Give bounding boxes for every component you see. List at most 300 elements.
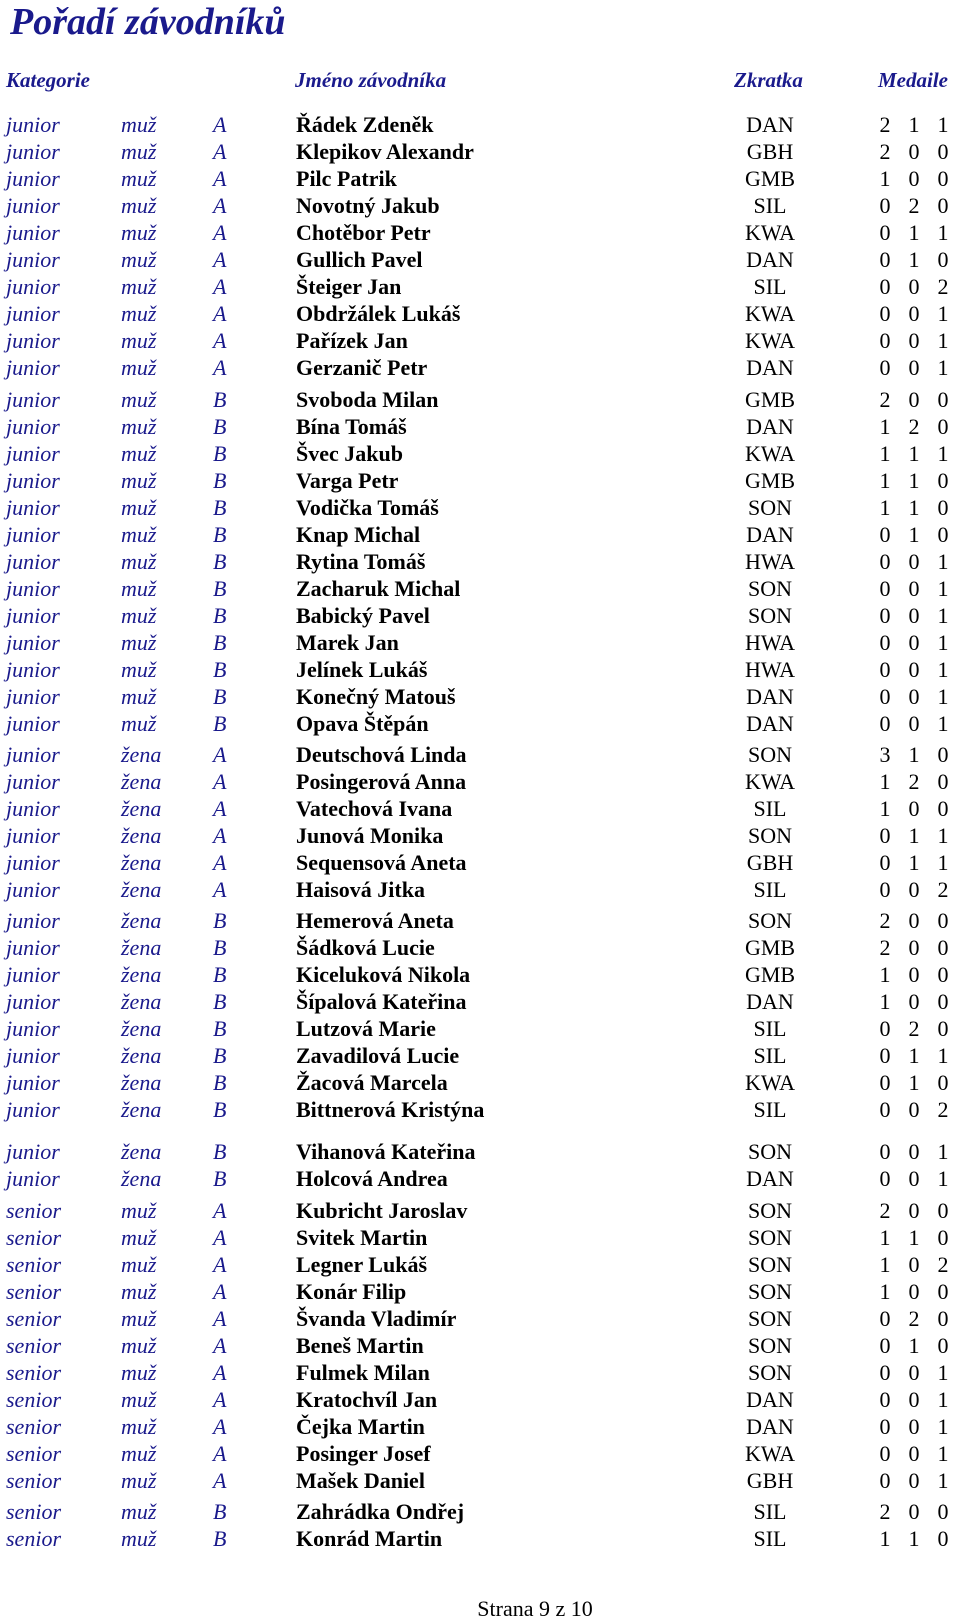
row-competitor-name: Kubricht Jaroslav — [296, 1198, 468, 1223]
row-club: SIL — [753, 877, 787, 902]
row-category: junior — [6, 962, 60, 987]
row-group: A — [213, 112, 227, 137]
row-gold: 0 — [879, 1360, 891, 1385]
row-club: KWA — [744, 220, 796, 245]
row-club: SON — [747, 908, 792, 933]
row-gender: žena — [121, 1070, 162, 1095]
row-competitor-name: Chotěbor Petr — [296, 220, 431, 245]
row-category: junior — [6, 657, 60, 682]
row-gender: muž — [121, 355, 157, 380]
table-row — [0, 768, 960, 795]
row-group: A — [213, 274, 227, 299]
row-club: SON — [747, 603, 792, 628]
row-gender: muž — [121, 603, 157, 628]
row-bronze: 0 — [937, 495, 949, 520]
row-group: B — [213, 962, 227, 987]
row-competitor-name: Babický Pavel — [296, 603, 430, 628]
row-silver: 1 — [908, 112, 920, 137]
row-silver: 1 — [908, 220, 920, 245]
row-bronze: 1 — [937, 220, 949, 245]
row-bronze: 0 — [937, 1225, 949, 1250]
row-gold: 0 — [879, 247, 891, 272]
row-category: junior — [6, 877, 60, 902]
row-category: junior — [6, 387, 60, 412]
row-gender: žena — [121, 742, 162, 767]
row-group: B — [213, 1070, 227, 1095]
row-category: junior — [6, 684, 60, 709]
row-club: DAN — [746, 1166, 794, 1191]
row-gender: muž — [121, 657, 157, 682]
row-gold: 0 — [879, 1387, 891, 1412]
row-gold: 0 — [879, 684, 891, 709]
row-competitor-name: Bittnerová Kristýna — [296, 1097, 485, 1122]
row-silver: 2 — [908, 193, 920, 218]
row-gold: 0 — [879, 193, 891, 218]
row-bronze: 0 — [937, 414, 949, 439]
row-category: junior — [6, 220, 60, 245]
row-silver: 1 — [908, 468, 920, 493]
row-competitor-name: Obdržálek Lukáš — [296, 301, 461, 326]
row-bronze: 1 — [937, 301, 949, 326]
row-gold: 0 — [879, 1441, 891, 1466]
row-gender: muž — [121, 414, 157, 439]
row-club: GMB — [744, 166, 796, 191]
row-club: DAN — [746, 522, 794, 547]
row-silver: 1 — [908, 522, 920, 547]
row-silver: 0 — [908, 908, 920, 933]
table-row — [0, 354, 960, 381]
row-category: junior — [6, 112, 60, 137]
row-competitor-name: Mašek Daniel — [296, 1468, 425, 1493]
row-competitor-name: Švanda Vladimír — [296, 1306, 457, 1331]
row-competitor-name: Švec Jakub — [296, 441, 403, 466]
page-title: Pořadí závodníků — [10, 1, 286, 43]
row-bronze: 1 — [937, 1043, 949, 1068]
row-bronze: 0 — [937, 522, 949, 547]
row-group: A — [213, 328, 227, 353]
row-bronze: 1 — [937, 603, 949, 628]
row-bronze: 1 — [937, 711, 949, 736]
row-gender: žena — [121, 989, 162, 1014]
row-bronze: 0 — [937, 1279, 949, 1304]
row-bronze: 1 — [937, 1468, 949, 1493]
row-club: HWA — [744, 549, 796, 574]
row-gold: 1 — [879, 989, 891, 1014]
row-category: junior — [6, 576, 60, 601]
row-silver: 0 — [908, 1198, 920, 1223]
row-club: SON — [747, 1198, 792, 1223]
row-competitor-name: Bína Tomáš — [296, 414, 407, 439]
row-category: senior — [6, 1468, 61, 1493]
row-group: B — [213, 935, 227, 960]
row-category: senior — [6, 1499, 61, 1524]
row-club: DAN — [746, 989, 794, 1014]
row-group: B — [213, 414, 227, 439]
table-row — [0, 795, 960, 822]
row-gold: 0 — [879, 603, 891, 628]
row-category: junior — [6, 193, 60, 218]
table-row — [0, 656, 960, 683]
row-competitor-name: Vihanová Kateřina — [296, 1139, 476, 1164]
row-group: B — [213, 603, 227, 628]
row-category: junior — [6, 711, 60, 736]
row-bronze: 1 — [937, 441, 949, 466]
row-silver: 0 — [908, 796, 920, 821]
row-bronze: 0 — [937, 1016, 949, 1041]
row-gender: žena — [121, 1016, 162, 1041]
table-row — [0, 710, 960, 737]
row-club: GMB — [744, 387, 796, 412]
row-competitor-name: Marek Jan — [296, 630, 399, 655]
row-competitor-name: Gullich Pavel — [296, 247, 423, 272]
row-silver: 0 — [908, 328, 920, 353]
row-category: junior — [6, 274, 60, 299]
table-row — [0, 1042, 960, 1069]
row-gold: 1 — [879, 769, 891, 794]
row-group: B — [213, 1043, 227, 1068]
row-silver: 2 — [908, 414, 920, 439]
row-silver: 0 — [908, 1499, 920, 1524]
row-club: HWA — [744, 630, 796, 655]
row-bronze: 0 — [937, 139, 949, 164]
row-category: junior — [6, 1043, 60, 1068]
row-bronze: 1 — [937, 850, 949, 875]
row-silver: 1 — [908, 742, 920, 767]
row-silver: 2 — [908, 1306, 920, 1331]
row-category: junior — [6, 769, 60, 794]
row-silver: 0 — [908, 1360, 920, 1385]
row-club: SON — [747, 1333, 792, 1358]
row-silver: 0 — [908, 630, 920, 655]
row-club: GMB — [744, 468, 796, 493]
row-gender: žena — [121, 908, 162, 933]
row-category: senior — [6, 1252, 61, 1277]
row-gold: 0 — [879, 711, 891, 736]
row-bronze: 0 — [937, 387, 949, 412]
row-competitor-name: Kratochvíl Jan — [296, 1387, 438, 1412]
row-club: DAN — [746, 414, 794, 439]
row-bronze: 1 — [937, 657, 949, 682]
row-group: A — [213, 1198, 227, 1223]
row-group: A — [213, 1387, 227, 1412]
table-row — [0, 494, 960, 521]
row-gold: 1 — [879, 468, 891, 493]
row-gender: muž — [121, 1225, 157, 1250]
row-gold: 1 — [879, 441, 891, 466]
row-group: A — [213, 1333, 227, 1358]
row-club: SON — [747, 1139, 792, 1164]
row-competitor-name: Holcová Andrea — [296, 1166, 448, 1191]
row-gender: muž — [121, 1279, 157, 1304]
row-silver: 0 — [908, 877, 920, 902]
row-gold: 0 — [879, 657, 891, 682]
row-gender: muž — [121, 1414, 157, 1439]
row-gender: muž — [121, 193, 157, 218]
table-row — [0, 386, 960, 413]
row-club: DAN — [746, 355, 794, 380]
row-gold: 0 — [879, 1306, 891, 1331]
row-competitor-name: Varga Petr — [296, 468, 399, 493]
table-row — [0, 246, 960, 273]
row-competitor-name: Lutzová Marie — [296, 1016, 436, 1041]
row-gold: 0 — [879, 877, 891, 902]
table-row — [0, 1440, 960, 1467]
row-competitor-name: Fulmek Milan — [296, 1360, 430, 1385]
row-silver: 0 — [908, 274, 920, 299]
row-category: junior — [6, 355, 60, 380]
row-bronze: 1 — [937, 112, 949, 137]
row-group: A — [213, 742, 227, 767]
row-gold: 1 — [879, 414, 891, 439]
row-category: junior — [6, 823, 60, 848]
row-bronze: 1 — [937, 1414, 949, 1439]
row-competitor-name: Sequensová Aneta — [296, 850, 467, 875]
row-silver: 1 — [908, 1526, 920, 1551]
row-gold: 1 — [879, 1252, 891, 1277]
row-category: junior — [6, 441, 60, 466]
table-row — [0, 273, 960, 300]
table-row — [0, 440, 960, 467]
row-group: A — [213, 355, 227, 380]
row-category: junior — [6, 495, 60, 520]
table-row — [0, 1224, 960, 1251]
row-gold: 0 — [879, 274, 891, 299]
row-competitor-name: Junová Monika — [296, 823, 444, 848]
row-bronze: 2 — [937, 274, 949, 299]
table-row — [0, 602, 960, 629]
row-group: B — [213, 576, 227, 601]
row-silver: 0 — [908, 1166, 920, 1191]
row-club: SON — [747, 495, 792, 520]
table-row — [0, 1015, 960, 1042]
row-gender: muž — [121, 441, 157, 466]
row-group: A — [213, 1252, 227, 1277]
row-bronze: 0 — [937, 769, 949, 794]
row-category: senior — [6, 1360, 61, 1385]
row-bronze: 2 — [937, 1252, 949, 1277]
row-bronze: 1 — [937, 684, 949, 709]
row-category: senior — [6, 1414, 61, 1439]
table-row — [0, 1251, 960, 1278]
row-bronze: 0 — [937, 989, 949, 1014]
row-gender: muž — [121, 166, 157, 191]
row-group: A — [213, 1306, 227, 1331]
row-competitor-name: Šádková Lucie — [296, 935, 435, 960]
row-gender: muž — [121, 711, 157, 736]
row-gender: žena — [121, 823, 162, 848]
table-row — [0, 1386, 960, 1413]
row-gender: žena — [121, 796, 162, 821]
row-silver: 0 — [908, 576, 920, 601]
row-competitor-name: Beneš Martin — [296, 1333, 424, 1358]
row-group: A — [213, 166, 227, 191]
row-gender: muž — [121, 1387, 157, 1412]
row-club: DAN — [746, 1387, 794, 1412]
row-club: KWA — [744, 328, 796, 353]
row-competitor-name: Šípalová Kateřina — [296, 989, 467, 1014]
row-category: senior — [6, 1526, 61, 1551]
row-gender: muž — [121, 220, 157, 245]
row-bronze: 0 — [937, 166, 949, 191]
row-club: DAN — [746, 112, 794, 137]
row-competitor-name: Gerzanič Petr — [296, 355, 428, 380]
table-row — [0, 327, 960, 354]
row-category: senior — [6, 1441, 61, 1466]
row-group: B — [213, 908, 227, 933]
row-gold: 1 — [879, 1225, 891, 1250]
row-category: junior — [6, 522, 60, 547]
row-bronze: 1 — [937, 1360, 949, 1385]
row-silver: 1 — [908, 247, 920, 272]
row-club: SON — [747, 1306, 792, 1331]
row-bronze: 0 — [937, 742, 949, 767]
row-group: B — [213, 1139, 227, 1164]
row-silver: 2 — [908, 769, 920, 794]
row-bronze: 1 — [937, 355, 949, 380]
row-competitor-name: Jelínek Lukáš — [296, 657, 428, 682]
row-silver: 0 — [908, 166, 920, 191]
row-group: A — [213, 247, 227, 272]
table-row — [0, 521, 960, 548]
row-silver: 1 — [908, 850, 920, 875]
row-group: B — [213, 1526, 227, 1551]
row-category: junior — [6, 630, 60, 655]
row-silver: 0 — [908, 301, 920, 326]
row-gender: muž — [121, 1306, 157, 1331]
row-gender: muž — [121, 576, 157, 601]
row-club: GMB — [744, 962, 796, 987]
row-category: senior — [6, 1198, 61, 1223]
row-bronze: 1 — [937, 630, 949, 655]
row-group: B — [213, 522, 227, 547]
row-gender: žena — [121, 1139, 162, 1164]
row-silver: 0 — [908, 1387, 920, 1412]
row-group: B — [213, 468, 227, 493]
row-gold: 0 — [879, 355, 891, 380]
row-gold: 2 — [879, 935, 891, 960]
row-gold: 0 — [879, 328, 891, 353]
row-category: junior — [6, 1097, 60, 1122]
row-club: DAN — [746, 684, 794, 709]
row-bronze: 1 — [937, 549, 949, 574]
row-group: B — [213, 549, 227, 574]
row-group: A — [213, 1441, 227, 1466]
row-silver: 2 — [908, 1016, 920, 1041]
row-silver: 0 — [908, 1139, 920, 1164]
row-club: KWA — [744, 441, 796, 466]
row-gold: 2 — [879, 112, 891, 137]
row-gold: 1 — [879, 962, 891, 987]
row-competitor-name: Zahrádka Ondřej — [296, 1499, 465, 1524]
row-club: SIL — [753, 796, 787, 821]
table-row — [0, 1278, 960, 1305]
row-category: junior — [6, 328, 60, 353]
row-group: B — [213, 495, 227, 520]
header-category: Kategorie — [6, 68, 90, 92]
row-category: junior — [6, 139, 60, 164]
row-competitor-name: Pilc Patrik — [296, 166, 397, 191]
row-gender: muž — [121, 328, 157, 353]
row-club: SON — [747, 1252, 792, 1277]
row-silver: 0 — [908, 935, 920, 960]
row-silver: 0 — [908, 989, 920, 1014]
row-bronze: 1 — [937, 576, 949, 601]
row-group: B — [213, 684, 227, 709]
row-club: SON — [747, 742, 792, 767]
row-club: SIL — [753, 1499, 787, 1524]
row-club: KWA — [744, 301, 796, 326]
row-bronze: 0 — [937, 1499, 949, 1524]
row-gold: 0 — [879, 220, 891, 245]
row-gender: žena — [121, 935, 162, 960]
row-category: junior — [6, 742, 60, 767]
row-silver: 1 — [908, 1070, 920, 1095]
row-gender: muž — [121, 1333, 157, 1358]
row-gold: 2 — [879, 908, 891, 933]
row-group: A — [213, 877, 227, 902]
row-club: SIL — [753, 1526, 787, 1551]
row-category: junior — [6, 989, 60, 1014]
row-group: B — [213, 387, 227, 412]
row-group: B — [213, 711, 227, 736]
row-competitor-name: Knap Michal — [296, 522, 421, 547]
row-bronze: 0 — [937, 908, 949, 933]
row-gender: muž — [121, 495, 157, 520]
row-category: junior — [6, 1166, 60, 1191]
row-silver: 1 — [908, 1043, 920, 1068]
row-gold: 1 — [879, 796, 891, 821]
row-bronze: 0 — [937, 468, 949, 493]
row-silver: 0 — [908, 657, 920, 682]
table-row — [0, 1413, 960, 1440]
row-gold: 0 — [879, 823, 891, 848]
row-club: DAN — [746, 1414, 794, 1439]
row-club: SON — [747, 576, 792, 601]
row-bronze: 0 — [937, 1333, 949, 1358]
row-competitor-name: Svoboda Milan — [296, 387, 439, 412]
row-silver: 0 — [908, 1252, 920, 1277]
row-silver: 1 — [908, 1333, 920, 1358]
row-competitor-name: Kiceluková Nikola — [296, 962, 471, 987]
row-silver: 0 — [908, 603, 920, 628]
row-category: senior — [6, 1279, 61, 1304]
row-club: SIL — [753, 1097, 787, 1122]
row-silver: 0 — [908, 355, 920, 380]
row-group: A — [213, 769, 227, 794]
row-gold: 0 — [879, 522, 891, 547]
row-category: junior — [6, 1139, 60, 1164]
table-row — [0, 683, 960, 710]
row-group: B — [213, 1097, 227, 1122]
table-row — [0, 934, 960, 961]
row-silver: 0 — [908, 549, 920, 574]
row-gender: muž — [121, 1499, 157, 1524]
row-competitor-name: Klepikov Alexandr — [296, 139, 474, 164]
row-group: A — [213, 850, 227, 875]
row-competitor-name: Hemerová Aneta — [296, 908, 454, 933]
row-gold: 0 — [879, 1414, 891, 1439]
row-group: A — [213, 1360, 227, 1385]
header-medals: Medaile — [878, 68, 948, 92]
row-gender: muž — [121, 247, 157, 272]
row-group: A — [213, 301, 227, 326]
row-gender: muž — [121, 549, 157, 574]
page-number: Strana 9 z 10 — [477, 1596, 593, 1621]
row-gold: 0 — [879, 1166, 891, 1191]
table-row — [0, 1096, 960, 1123]
row-silver: 0 — [908, 1441, 920, 1466]
row-gold: 0 — [879, 301, 891, 326]
